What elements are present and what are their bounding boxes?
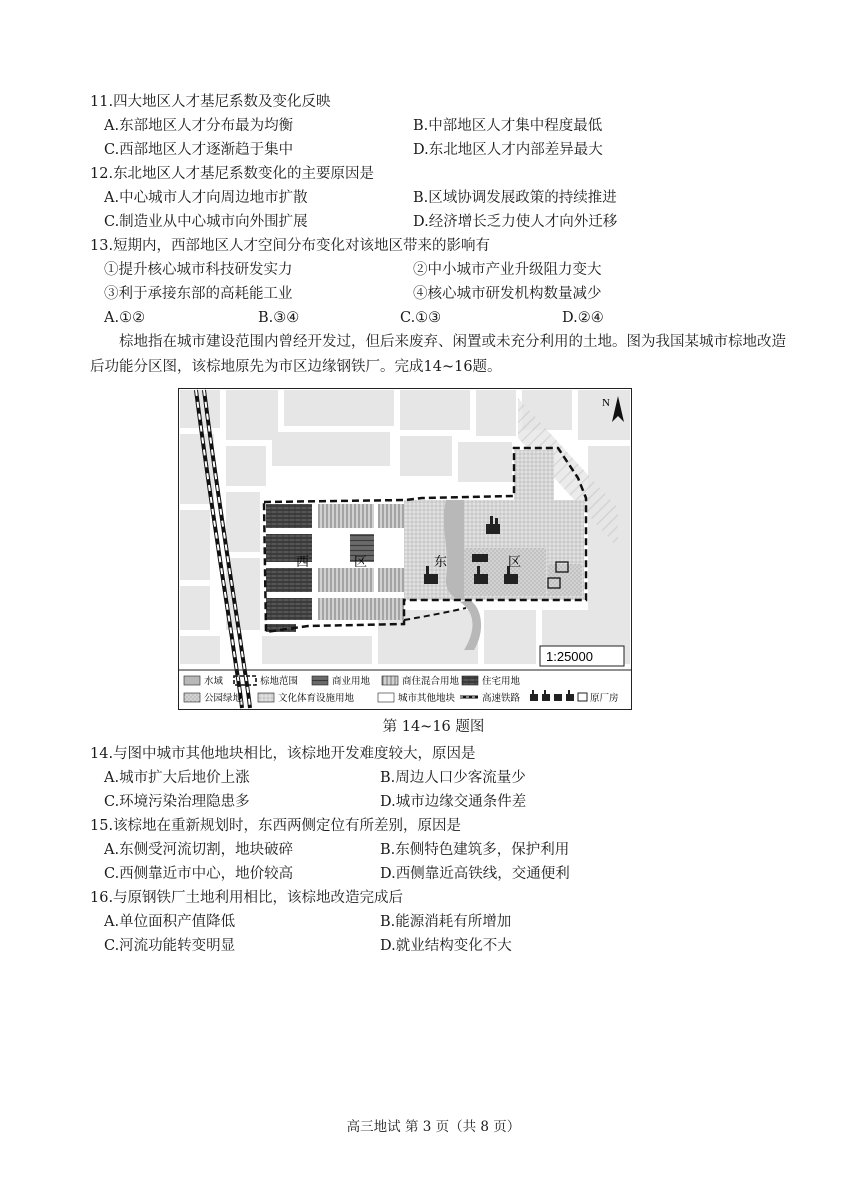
question-stem: 短期内，西部地区人才空间分布变化对该地区带来的影响有 [113, 238, 491, 254]
zone-east-char-1: 东 [434, 555, 448, 570]
zone-west-char-1: 西 [296, 555, 310, 570]
option-12-a: A.中心城市人才向周边地市扩散 [104, 190, 308, 206]
zone-west-char-2: 区 [354, 555, 368, 570]
option-16-d: D.就业结构变化不大 [380, 938, 512, 954]
legend-other: 城市其他地块 [398, 693, 456, 704]
question-14 [90, 744, 476, 764]
option-11-a: A.东部地区人才分布最为均衡 [104, 118, 294, 134]
legend-factory: 原厂房 [590, 693, 619, 704]
question-number: 13. [90, 238, 114, 254]
item-13-4: ④核心城市研发机构数量减少 [413, 286, 602, 302]
question-stem: 该棕地在重新规划时，东西两侧定位有所差别，原因是 [113, 818, 462, 834]
legend-commercial: 商业用地 [332, 676, 371, 687]
option-12-c: C.制造业从中心城市向外围扩展 [104, 214, 308, 230]
question-11 [90, 92, 331, 112]
legend-culture: 文化体育设施用地 [278, 693, 355, 704]
option-11-b: B.中部地区人才集中程度最低 [413, 118, 603, 134]
legend-park: 公园绿地 [204, 693, 243, 704]
river [444, 500, 464, 600]
scale-label: 1:25000 [546, 649, 593, 664]
option-13-d: D.②④ [562, 310, 604, 326]
option-11-c: C.西部地区人才逐渐趋于集中 [104, 142, 294, 158]
option-15-d: D.西侧靠近高铁线，交通便利 [380, 866, 570, 882]
question-number: 15. [90, 818, 114, 834]
option-15-c: C.西侧靠近市中心，地价较高 [104, 866, 294, 882]
option-14-b: B.周边人口少客流量少 [380, 770, 526, 786]
legend-residential: 住宅用地 [482, 676, 521, 687]
map-svg [178, 388, 632, 710]
question-15 [90, 816, 461, 836]
option-16-a: A.单位面积产值降低 [104, 914, 236, 930]
question-stem: 四大地区人才基尼系数及变化反映 [113, 94, 331, 110]
item-13-2: ②中小城市产业升级阻力变大 [413, 262, 602, 278]
question-stem: 与原钢铁厂土地利用相比，该棕地改造完成后 [113, 890, 404, 906]
option-14-a: A.城市扩大后地价上涨 [104, 770, 250, 786]
brownfield-map [178, 388, 632, 710]
zone-east-char-2: 区 [508, 555, 522, 570]
option-14-c: C.环境污染治理隐患多 [104, 794, 250, 810]
legend-railway: 高速铁路 [482, 693, 521, 704]
option-14-d: D.城市边缘交通条件差 [380, 794, 527, 810]
option-11-d: D.东北地区人才内部差异最大 [413, 142, 603, 158]
item-13-3: ③利于承接东部的高耗能工业 [104, 286, 293, 302]
question-number: 11. [90, 94, 114, 110]
figure-caption: 第 14~16 题图 [382, 719, 485, 735]
west-zone [266, 504, 404, 632]
passage: 棕地指在城市建设范围内曾经开发过，但后来废弃、闲置或未充分利用的土地。图为我国某城市棕地改造后功能分区图，该棕地原先为市区边缘钢铁厂。完成14~16题。 [90, 334, 786, 375]
legend-brownfield: 棕地范围 [260, 676, 299, 687]
question-12 [90, 164, 374, 184]
option-16-b: B.能源消耗有所增加 [380, 914, 512, 930]
option-12-d: D.经济增长乏力使人才向外迁移 [413, 214, 618, 230]
option-12-b: B.区域协调发展政策的持续推进 [413, 190, 617, 206]
option-15-a: A.东侧受河流切割，地块破碎 [104, 842, 294, 858]
question-stem: 与图中城市其他地块相比，该棕地开发难度较大，原因是 [113, 746, 476, 762]
question-stem: 东北地区人才基尼系数变化的主要原因是 [113, 166, 375, 182]
north-label: N [602, 397, 610, 409]
option-13-a: A.①② [104, 310, 146, 326]
legend-mixed: 商住混合用地 [402, 676, 460, 687]
question-16 [90, 888, 403, 908]
page-footer: 高三地试 第 3 页（共 8 页） [346, 1119, 521, 1135]
legend-water: 水域 [204, 676, 224, 687]
question-number: 12. [90, 166, 114, 182]
item-13-1: ①提升核心城市科技研发实力 [104, 262, 293, 278]
option-13-c: C.①③ [400, 310, 442, 326]
question-number: 16. [90, 890, 114, 906]
question-number: 14. [90, 746, 114, 762]
option-16-c: C.河流功能转变明显 [104, 938, 236, 954]
option-13-b: B.③④ [258, 310, 300, 326]
option-15-b: B.东侧特色建筑多，保护利用 [380, 842, 570, 858]
question-13 [90, 236, 490, 256]
